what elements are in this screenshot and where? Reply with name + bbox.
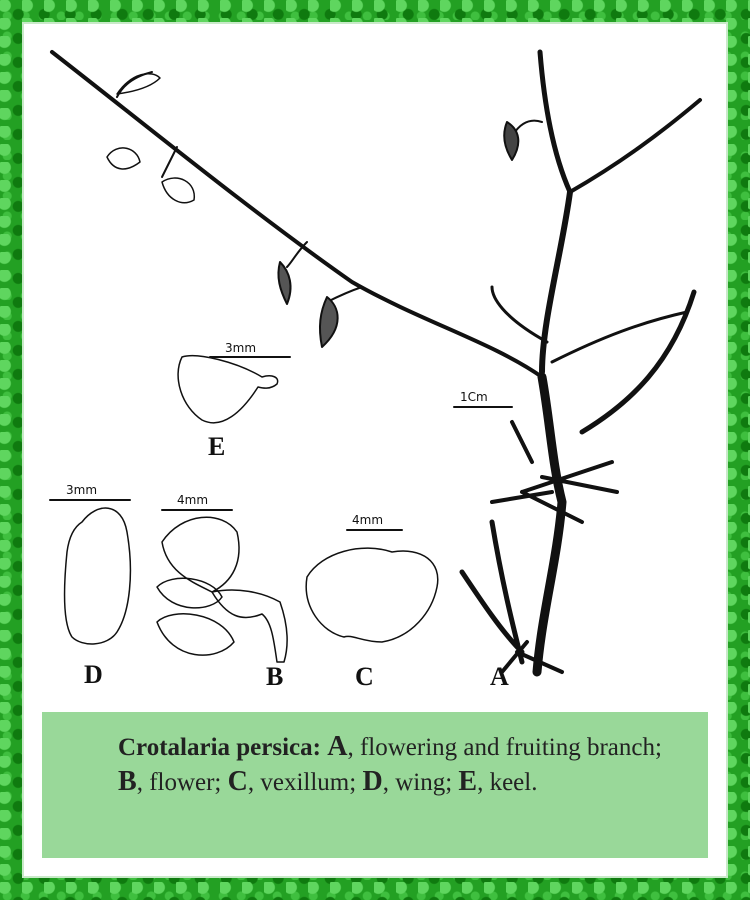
- label-b: B: [266, 662, 284, 691]
- scale-label-d: 3mm: [66, 483, 98, 497]
- label-c: C: [355, 662, 374, 691]
- flower-sketch-3: [162, 178, 194, 203]
- caption-text-c: , vexillum;: [247, 769, 357, 796]
- pod-sketch-1: [278, 262, 290, 304]
- label-d: D: [84, 660, 103, 689]
- label-a: A: [490, 662, 509, 691]
- caption-letter-b: B: [118, 766, 137, 797]
- label-e: E: [208, 432, 226, 461]
- wing-drawing-d: [65, 508, 131, 644]
- pod-sketch-3: [504, 122, 518, 160]
- caption-letter-e: E: [458, 766, 478, 797]
- scale-label-c: 4mm: [352, 513, 384, 527]
- botanical-illustration: [22, 22, 728, 722]
- caption-species: Crotalaria persica:: [118, 734, 321, 761]
- caption-letter-a: A: [327, 731, 348, 762]
- scale-label-b: 4mm: [177, 493, 209, 507]
- caption-text-e: , keel.: [477, 769, 538, 796]
- flower-drawing-b: [157, 517, 287, 662]
- keel-drawing-e: [178, 356, 278, 423]
- scale-label-e: 3mm: [225, 341, 257, 355]
- vexillum-drawing-c: [306, 548, 438, 642]
- caption-text-a: , flowering and fruiting branch;: [347, 734, 662, 761]
- scale-label-a: 1Cm: [460, 390, 488, 404]
- illustration-panel: [22, 22, 728, 878]
- figure-caption: [42, 712, 708, 858]
- caption-text-b: , flower;: [136, 769, 222, 796]
- caption-letter-c: C: [227, 766, 248, 797]
- pod-sketch-2: [320, 297, 338, 347]
- branch-drawing-a: [52, 52, 700, 672]
- caption-letter-d: D: [362, 766, 383, 797]
- flower-sketch-2: [107, 148, 140, 169]
- caption-text-d: , wing;: [382, 769, 453, 796]
